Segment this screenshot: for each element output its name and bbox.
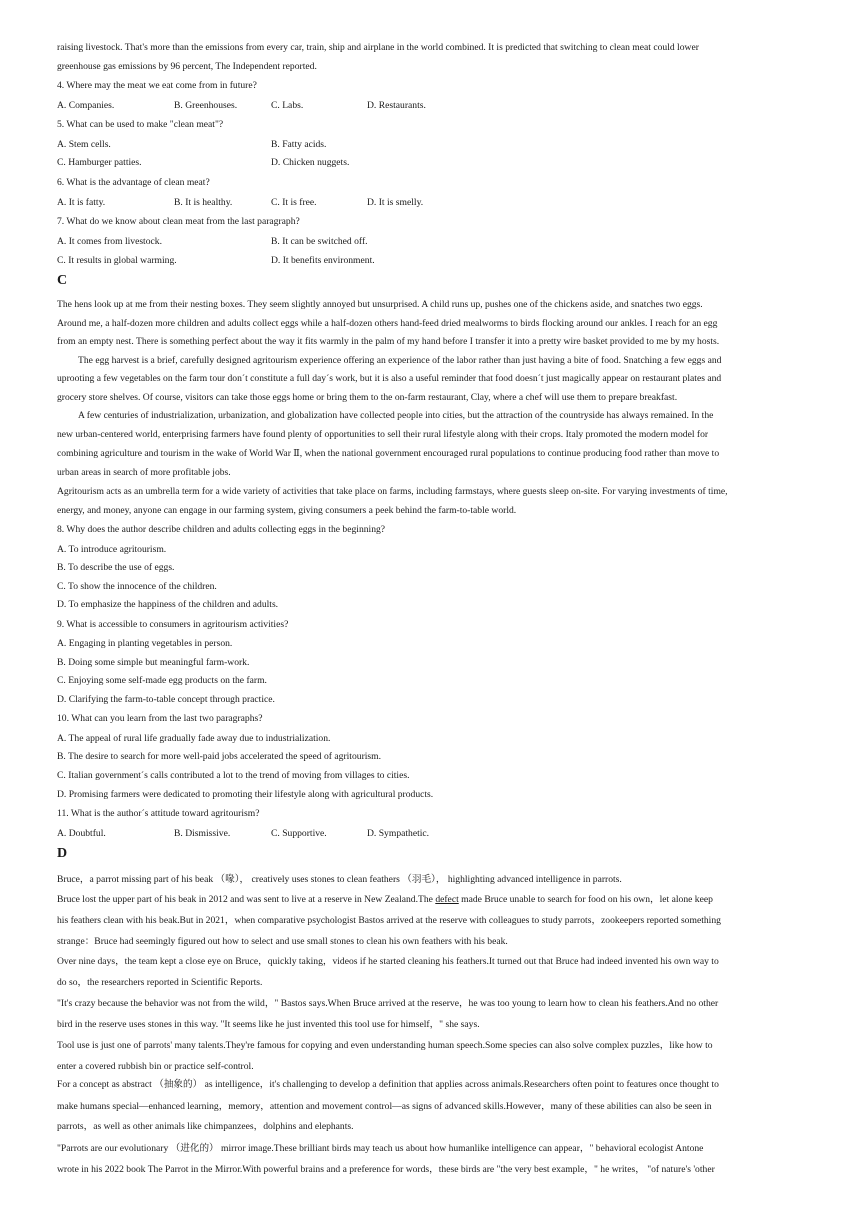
answer-option: B. Doing some simple but meaningful farm-work. xyxy=(57,657,250,668)
passage-line: parrots，as well as other animals like chimpanzees，dolphins and elephants. xyxy=(57,1121,354,1132)
passage-line: Around me, a half-dozen more children and adults collect eggs while a half-dozen others hand-feed dried mealworms to birds flocking around our ankles. I reach for an egg xyxy=(57,318,718,329)
passage-line: enter a covered rubbish bin or practice self-control. xyxy=(57,1061,254,1072)
question-stem: 11. What is the author´s attitude toward agritourism? xyxy=(57,808,260,819)
answer-option: A. Companies. xyxy=(57,100,115,111)
answer-option: C. Italian government´s calls contributed a lot to the trend of moving from villages to cities. xyxy=(57,770,410,781)
passage-line: from an empty nest. There is something perfect about the way it fits warmly in the palm of my hand before I transfer it into a pretty wire basket provided to me by my hosts. xyxy=(57,336,720,347)
answer-option: B. The desire to search for more well-paid jobs accelerated the speed of agritourism. xyxy=(57,751,382,762)
answer-option: C. Labs. xyxy=(271,100,304,111)
passage-line: Tool use is just one of parrots' many talents.They're famous for copying and even understanding human speech.Some species can also solve complex puzzles，like how to xyxy=(57,1040,713,1051)
answer-option: C. To show the innocence of the children. xyxy=(57,581,217,592)
answer-option: D. It benefits environment. xyxy=(271,255,375,266)
answer-option: C. It results in global warming. xyxy=(57,255,177,266)
answer-option: A. Engaging in planting vegetables in person. xyxy=(57,638,233,649)
passage-line: energy, and money, anyone can engage in our farming system, giving consumers a peek behind the farm-to-table world. xyxy=(57,505,517,516)
question-stem: 7. What do we know about clean meat from the last paragraph? xyxy=(57,216,300,227)
answer-option: C. Hamburger patties. xyxy=(57,157,142,168)
passage-line: "It's crazy because the behavior was not from the wild，" Bastos says.When Bruce arrived at the reserve，he was too young to learn how to clean his feathers.And no other xyxy=(57,998,719,1009)
passage-line: A few centuries of industrialization, urbanization, and globalization have collected people into cities, but the attraction of the countryside has always remained. In the xyxy=(78,410,714,421)
answer-option: A. It comes from livestock. xyxy=(57,236,162,247)
section-heading: C xyxy=(57,273,68,288)
passage-line: combining agriculture and tourism in the wake of World War Ⅱ, when the national government encouraged rural populations to continue producing food rather than move to xyxy=(57,448,720,459)
answer-option: D. Promising farmers were dedicated to promoting their lifestyle along with agricultural products. xyxy=(57,789,434,800)
passage-line: uprooting a few vegetables on the farm tour don´t constitute a full day´s work, but it is also a useful reminder that food doesn´t just magically appear on restaurant plates and xyxy=(57,373,722,384)
passage-line: his feathers clean with his beak.But in 2021，when comparative psychologist Bastos arrived at the reserve with colleagues to study parrots，zookeepers reported something xyxy=(57,915,721,926)
answer-option: D. Clarifying the farm-to-table concept through practice. xyxy=(57,694,275,705)
passage-line: Agritourism acts as an umbrella term for a wide variety of activities that take place on farms, including farmstays, where guests sleep on-site. For varying investments of time, xyxy=(57,486,728,497)
question-stem: 5. What can be used to make "clean meat"? xyxy=(57,119,224,130)
answer-option: C. Supportive. xyxy=(271,828,327,839)
answer-option: D. It is smelly. xyxy=(367,197,424,208)
answer-option: B. Dismissive. xyxy=(174,828,231,839)
line-end: made Bruce unable to search for food on his own，let alone keep xyxy=(458,894,713,905)
passage-line: "Parrots are our evolutionary （进化的） mirror image.These brilliant birds may teach us about how humanlike intelligence can appear，" behavioral ecologist Antone xyxy=(57,1143,704,1154)
answer-option: B. It is healthy. xyxy=(174,197,233,208)
passage-line: bird in the reserve uses stones in this way. "It seems like he just invented this tool use for himself，" she says. xyxy=(57,1019,480,1030)
answer-option: D. To emphasize the happiness of the children and adults. xyxy=(57,599,279,610)
passage-line: wrote in his 2022 book The Parrot in the Mirror.With powerful brains and a preference for words，these birds are "the very best example，" he writes， "of nature's 'other xyxy=(57,1164,715,1175)
answer-option: D. Sympathetic. xyxy=(367,828,430,839)
underlined-word: defect xyxy=(435,894,459,905)
passage-line: grocery store shelves. Of course, visitors can take those eggs home or bring them to the on-farm restaurant, Clay, where a chef will use them to prepare breakfast. xyxy=(57,392,678,403)
passage-line: new urban-centered world, enterprising farmers have found plenty of opportunities to sell their rural lifestyle along with their crops. Italy promoted the modern model for xyxy=(57,429,709,440)
passage-line: The hens look up at me from their nesting boxes. They seem slightly annoyed but unsurprised. A child runs up, pushes one of the chickens aside, and snatches two eggs. xyxy=(57,299,703,310)
passage-line: Over nine days，the team kept a close eye on Bruce，quickly taking，videos if he started cleaning his feathers.It turned out that Bruce had indeed invented his own way to xyxy=(57,956,719,967)
answer-option: B. To describe the use of eggs. xyxy=(57,562,175,573)
section-heading: D xyxy=(57,846,68,861)
answer-option: B. Greenhouses. xyxy=(174,100,238,111)
passage-line: Bruce，a parrot missing part of his beak （喙）， creatively uses stones to clean feathers （羽毛）， highlighting advanced intelligence in parrots. xyxy=(57,874,622,885)
answer-option: B. Fatty acids. xyxy=(271,139,327,150)
answer-option: D. Chicken nuggets. xyxy=(271,157,350,168)
passage-line: strange：Bruce had seemingly figured out how to select and use small stones to clean his own feathers with his beak. xyxy=(57,936,508,947)
answer-option: C. It is free. xyxy=(271,197,317,208)
passage-line: do so，the researchers reported in Scientific Reports. xyxy=(57,977,263,988)
passage-line: For a concept as abstract （抽象的） as intelligence，it's challenging to develop a definition that applies across animals.Researchers often point to features once thought to xyxy=(57,1079,719,1090)
answer-option: A. The appeal of rural life gradually fade away due to industrialization. xyxy=(57,733,331,744)
answer-option: A. It is fatty. xyxy=(57,197,106,208)
answer-option: A. Stem cells. xyxy=(57,139,111,150)
passage-line: greenhouse gas emissions by 96 percent, The Independent reported. xyxy=(57,61,317,72)
passage-line: raising livestock. That's more than the emissions from every car, train, ship and airplane in the world combined. It is predicted that switching to clean meat could lower xyxy=(57,42,699,53)
passage-line: The egg harvest is a brief, carefully designed agritourism experience offering an experience of the labor rather than just having a bite of food. Snatching a few eggs and xyxy=(78,355,722,366)
question-stem: 4. Where may the meat we eat come from in future? xyxy=(57,80,257,91)
line-start: Bruce lost the upper part of his beak in 2012 and was sent to live at a reserve in New Zealand.The xyxy=(57,894,436,905)
passage-line: urban areas in search of more profitable jobs. xyxy=(57,467,231,478)
question-stem: 9. What is accessible to consumers in agritourism activities? xyxy=(57,619,289,630)
passage-line xyxy=(57,894,713,906)
passage-line: make humans special—enhanced learning，memory，attention and movement control—as signs of advanced skills.However，many of these abilities can also be seen in xyxy=(57,1101,712,1112)
answer-option: B. It can be switched off. xyxy=(271,236,368,247)
answer-option: D. Restaurants. xyxy=(367,100,426,111)
question-stem: 10. What can you learn from the last two paragraphs? xyxy=(57,713,263,724)
question-stem: 8. Why does the author describe children and adults collecting eggs in the beginning? xyxy=(57,524,386,535)
question-stem: 6. What is the advantage of clean meat? xyxy=(57,177,210,188)
answer-option: A. To introduce agritourism. xyxy=(57,544,167,555)
answer-option: A. Doubtful. xyxy=(57,828,106,839)
answer-option: C. Enjoying some self-made egg products on the farm. xyxy=(57,675,267,686)
